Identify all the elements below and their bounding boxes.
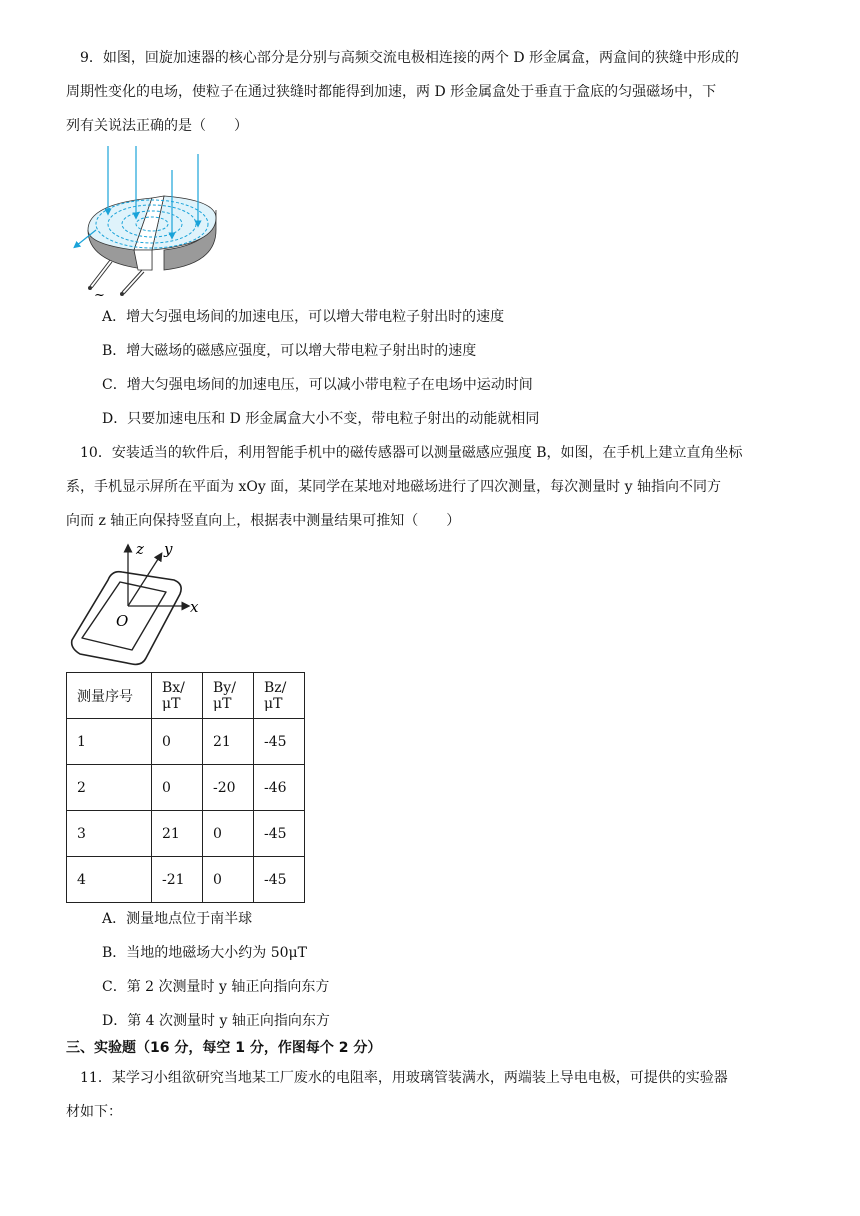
table-header-row [67,673,305,719]
table-header-cell: 测量序号 [67,673,152,719]
q10-option-d[interactable]: D．第 4 次测量时 y 轴正向指向东方 [102,1013,330,1029]
table-row [67,719,305,765]
q10-option-b[interactable]: B．当地的地磁场大小约为 50μT [102,945,307,961]
table-cell: 4 [67,857,152,903]
cyclotron-figure [66,146,226,302]
q9-line-3: 列有关说法正确的是（ ） [66,118,248,134]
x-axis-label: x [190,598,199,616]
q9-option-d[interactable]: D．只要加速电压和 D 形金属盒大小不变，带电粒子射出的动能就相同 [102,411,540,427]
q10-option-a[interactable]: A．测量地点位于南半球 [102,911,253,927]
table-cell: -45 [254,811,305,857]
table-header-cell: Bx/μT [152,673,203,719]
table-cell: -45 [254,719,305,765]
q10-option-c[interactable]: C．第 2 次测量时 y 轴正向指向东方 [102,979,330,995]
table-header-cell: By/μT [203,673,254,719]
table-cell: 21 [152,811,203,857]
table-cell: 2 [67,765,152,811]
table-row [67,857,305,903]
q10-line-1: 10．安装适当的软件后，利用智能手机中的磁传感器可以测量磁感应强度 B，如图，在手机上建立直角坐标 [80,445,743,461]
phone-axes-figure [66,538,206,666]
table-cell: 3 [67,811,152,857]
table-cell: 0 [152,719,203,765]
table-cell: 21 [203,719,254,765]
ac-symbol: ~ [94,288,105,302]
measurement-table [66,672,305,903]
table-row [67,765,305,811]
table-cell: 0 [203,857,254,903]
q9-option-b[interactable]: B．增大磁场的磁感应强度，可以增大带电粒子射出时的速度 [102,343,477,359]
q9-option-a[interactable]: A．增大匀强电场间的加速电压，可以增大带电粒子射出时的速度 [102,309,505,325]
table-row [67,811,305,857]
q9-line-1: 9．如图，回旋加速器的核心部分是分别与高频交流电极相连接的两个 D 形金属盒，两盒间的狭缝中形成的 [80,50,740,66]
table-cell: 0 [152,765,203,811]
table-cell: -46 [254,765,305,811]
table-header-cell: Bz/μT [254,673,305,719]
origin-label: O [116,612,129,630]
table-cell: 0 [203,811,254,857]
q11-line-1: 11．某学习小组欲研究当地某工厂废水的电阻率，用玻璃管装满水，两端装上导电电极，可提供的实验器 [80,1070,728,1086]
table-cell: -21 [152,857,203,903]
table-cell: -45 [254,857,305,903]
table-cell: -20 [203,765,254,811]
q10-line-2: 系，手机显示屏所在平面为 xOy 面，某同学在某地对地磁场进行了四次测量，每次测量时 y 轴指向不同方 [66,479,721,495]
y-axis-label: y [164,540,173,558]
q10-line-3: 向而 z 轴正向保持竖直向上，根据表中测量结果可推知（ ） [66,513,461,529]
q9-line-2: 周期性变化的电场，使粒子在通过狭缝时都能得到加速，两 D 形金属盒处于垂直于盒底的匀强磁场中，下 [66,84,717,100]
section-heading: 三、实验题（16 分，每空 1 分，作图每个 2 分） [66,1040,382,1056]
table-cell: 1 [67,719,152,765]
z-axis-label: z [136,540,144,558]
q9-option-c[interactable]: C．增大匀强电场间的加速电压，可以减小带电粒子在电场中运动时间 [102,377,533,393]
q11-line-2: 材如下： [66,1104,122,1120]
